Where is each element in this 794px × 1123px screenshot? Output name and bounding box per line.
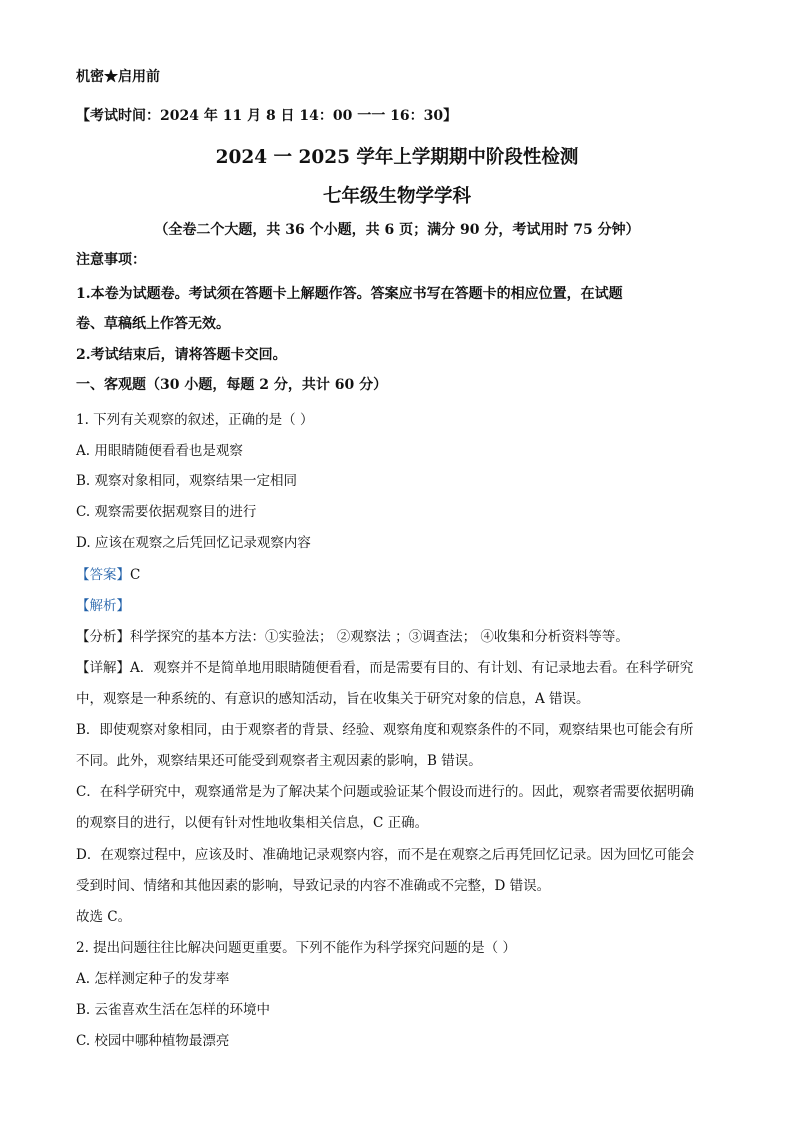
detail-c-line-2: 的观察目的进行，以便有针对性地收集相关信息，C 正确。 — [76, 815, 429, 831]
detail-d-line-2: 受到时间、情绪和其他因素的影响，导致记录的内容不准确或不完整，D 错误。 — [76, 878, 551, 894]
question-1-option-d: D. 应该在观察之后凭回忆记录观察内容 — [76, 535, 311, 551]
question-1-option-c: C. 观察需要依据观察目的进行 — [76, 504, 257, 520]
detail-a-line-1 — [76, 656, 693, 676]
analysis-summary — [76, 625, 629, 645]
question-2-option-a: A. 怎样测定种子的发芽率 — [76, 971, 230, 987]
exam-title: 2024 一 2025 学年上学期期中阶段性检测 — [215, 147, 579, 168]
detail-b-line-1: B．即使观察对象相同，由于观察者的背景、经验、观察角度和观察条件的不同，观察结果也可能会有所 — [76, 722, 694, 738]
confidential-label: 机密★启用前 — [76, 69, 160, 85]
notes-heading: 注意事项： — [76, 252, 146, 268]
question-1-option-b: B. 观察对象相同，观察结果一定相同 — [76, 473, 298, 489]
note-item-1-line-1: 1.本卷为试题卷。考试须在答题卡上解题作答。答案应书写在答题卡的相应位置，在试题 — [76, 286, 623, 302]
section-heading: 一、客观题（30 小题，每题 2 分，共计 60 分） — [76, 377, 388, 393]
question-2-stem: 2. 提出问题往往比解决问题更重要。下列不能作为科学探究问题的是（ ） — [76, 940, 516, 956]
question-1-option-a: A. 用眼睛随便看看也是观察 — [76, 443, 243, 459]
xiangjie-tag: 【详解】 — [76, 660, 130, 676]
note-item-2: 2.考试结束后，请将答题卡交回。 — [76, 347, 287, 363]
analysis-tag: 【解析】 — [76, 598, 130, 614]
detail-a-text-1: A．观察并不是简单地用眼睛随便看看，而是需要有目的、有计划、有记录地去看。在科学研究 — [130, 660, 694, 676]
answer-line — [76, 563, 140, 583]
question-2-option-b: B. 云雀喜欢生活在怎样的环境中 — [76, 1002, 271, 1018]
exam-time: 【考试时间：2024 年 11 月 8 日 14：00 一一 16：30】 — [76, 108, 458, 124]
subject-title: 七年级生物学学科 — [322, 186, 471, 207]
question-1-stem: 1. 下列有关观察的叙述，正确的是（ ） — [76, 412, 314, 428]
detail-a-line-2: 中，观察是一种系统的、有意识的感知活动，旨在收集关于研究对象的信息，A 错误。 — [76, 691, 590, 707]
answer-tag: 【答案】 — [76, 567, 130, 583]
conclusion: 故选 C。 — [76, 909, 132, 925]
answer-value: C — [130, 567, 141, 583]
question-2-option-c: C. 校园中哪种植物最漂亮 — [76, 1033, 230, 1049]
detail-b-line-2: 不同。此外，观察结果还可能受到观察者主观因素的影响，B 错误。 — [76, 753, 482, 769]
exam-info: （全卷二个大题，共 36 个小题，共 6 页；满分 90 分，考试用时 75 分钟） — [154, 222, 640, 238]
detail-d-line-1: D．在观察过程中，应该及时、准确地记录观察内容，而不是在观察之后再凭回忆记录。因为回忆可能会 — [76, 847, 695, 863]
fenxi-tag: 【分析】 — [76, 629, 130, 645]
fenxi-text: 科学探究的基本方法：①实验法； ②观察法 ；③调查法； ④收集和分析资料等等。 — [130, 629, 629, 645]
note-item-1-line-2: 卷、草稿纸上作答无效。 — [76, 316, 230, 332]
detail-c-line-1: C．在科学研究中，观察通常是为了解决某个问题或验证某个假设而进行的。因此，观察者需要依据明确 — [76, 784, 694, 800]
